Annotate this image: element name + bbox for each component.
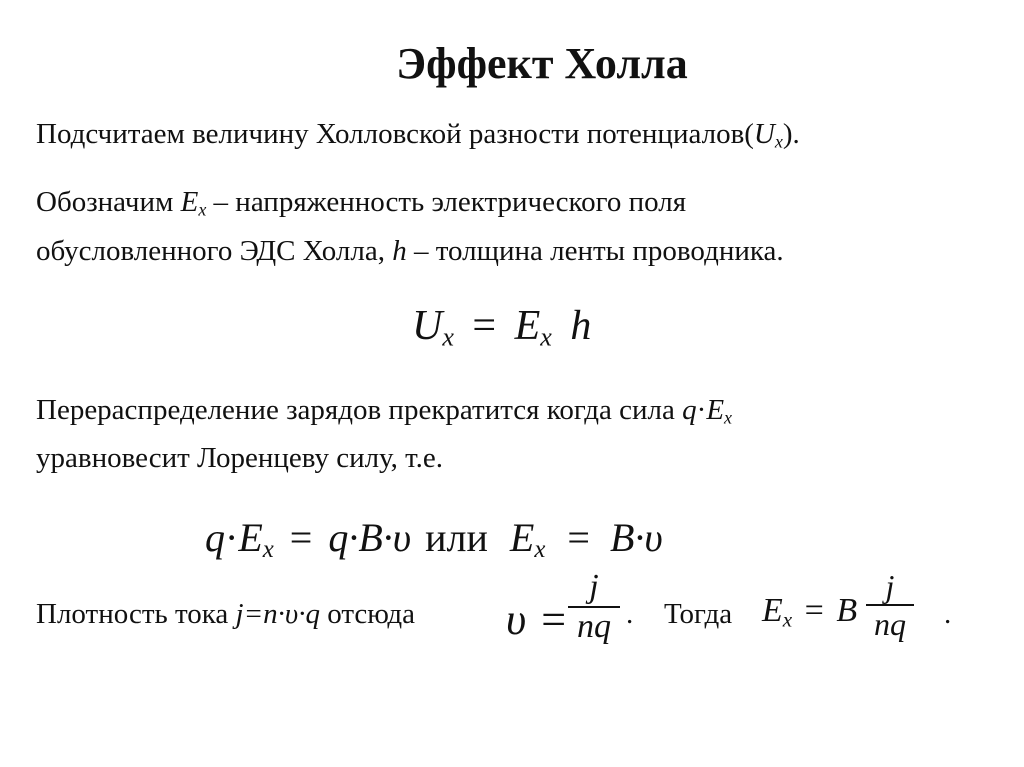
eq2-q: q bbox=[205, 515, 225, 560]
p4-formula: j=n·υ·q bbox=[235, 598, 320, 630]
eq1-h: h bbox=[570, 303, 592, 349]
p3-a: Перераспределение зарядов прекратится когда сила bbox=[36, 394, 683, 426]
p2-line2 bbox=[36, 229, 784, 273]
p1-var: U bbox=[753, 118, 775, 150]
f2-eq: = bbox=[804, 592, 824, 629]
p1-end: ). bbox=[782, 118, 800, 150]
eq2-eq2: = bbox=[567, 515, 590, 560]
p1-sub: x bbox=[774, 131, 783, 152]
p2-var: E bbox=[180, 186, 199, 218]
frac1-den: nq bbox=[577, 607, 611, 645]
eq1-eq: = bbox=[472, 303, 497, 349]
paragraph-definitions bbox=[36, 180, 784, 273]
eq2-e: E bbox=[238, 515, 263, 560]
fraction-field bbox=[866, 570, 914, 640]
v-eq: = bbox=[541, 595, 567, 644]
paragraph-equilibrium bbox=[36, 388, 732, 480]
then-word: Тогда bbox=[664, 598, 733, 630]
paragraph-current-density bbox=[36, 592, 415, 636]
formula-velocity bbox=[506, 594, 566, 645]
frac1-num: j bbox=[589, 568, 599, 605]
p2-line1 bbox=[36, 180, 784, 224]
p3-b: уравновесит Лоренцеву силу, т.е. bbox=[36, 442, 444, 474]
formula-field bbox=[762, 592, 857, 630]
frac2-den: nq bbox=[874, 605, 906, 642]
p3-q: q bbox=[682, 394, 697, 426]
f2-b: B bbox=[836, 592, 858, 629]
eq2-e2: E bbox=[509, 515, 535, 560]
p4-a: Плотность тока bbox=[36, 598, 236, 630]
eq2-rhs2: B·υ bbox=[609, 515, 663, 560]
p3-es: x bbox=[724, 407, 733, 428]
p2-a: Обозначим bbox=[36, 186, 181, 218]
f2-e: E bbox=[762, 592, 783, 629]
p3-dot: · bbox=[696, 394, 707, 426]
equation-hall-voltage bbox=[412, 302, 591, 350]
v-symbol: υ bbox=[506, 595, 527, 644]
p2-sub: x bbox=[198, 199, 207, 220]
eq1-us: x bbox=[442, 322, 454, 352]
p2-c: обусловленного ЭДС Холла, bbox=[36, 235, 393, 267]
p2-d: – толщина ленты проводника. bbox=[406, 235, 784, 267]
slide-title: Эффект Холла bbox=[396, 39, 688, 88]
period-2: . bbox=[944, 598, 952, 630]
p2-b: – напряженность электрического поля bbox=[206, 186, 687, 218]
eq2-rhs: q·B·υ bbox=[328, 515, 412, 560]
eq1-es: x bbox=[540, 322, 552, 352]
p4-b: отсюда bbox=[319, 598, 416, 630]
p2-h: h bbox=[392, 235, 407, 267]
p3-line2 bbox=[36, 436, 732, 480]
period-1: . bbox=[626, 598, 634, 630]
p3-e: E bbox=[706, 394, 725, 426]
eq1-e: E bbox=[514, 303, 541, 349]
paragraph-hall-voltage bbox=[36, 112, 800, 156]
p1-text: Подсчитаем величину Холловской разности потенциалов( bbox=[36, 118, 754, 150]
eq2-dot: · bbox=[225, 515, 239, 560]
f2-es: x bbox=[782, 607, 793, 632]
eq2-es2: x bbox=[534, 536, 546, 564]
fraction-velocity bbox=[568, 570, 620, 644]
eq2-es: x bbox=[262, 536, 274, 564]
eq1-u: U bbox=[412, 303, 443, 349]
p3-line1 bbox=[36, 388, 732, 432]
equation-force-balance bbox=[205, 514, 663, 564]
eq2-eq: = bbox=[289, 515, 313, 560]
eq2-or: или bbox=[425, 515, 488, 560]
frac2-num: j bbox=[885, 568, 895, 604]
